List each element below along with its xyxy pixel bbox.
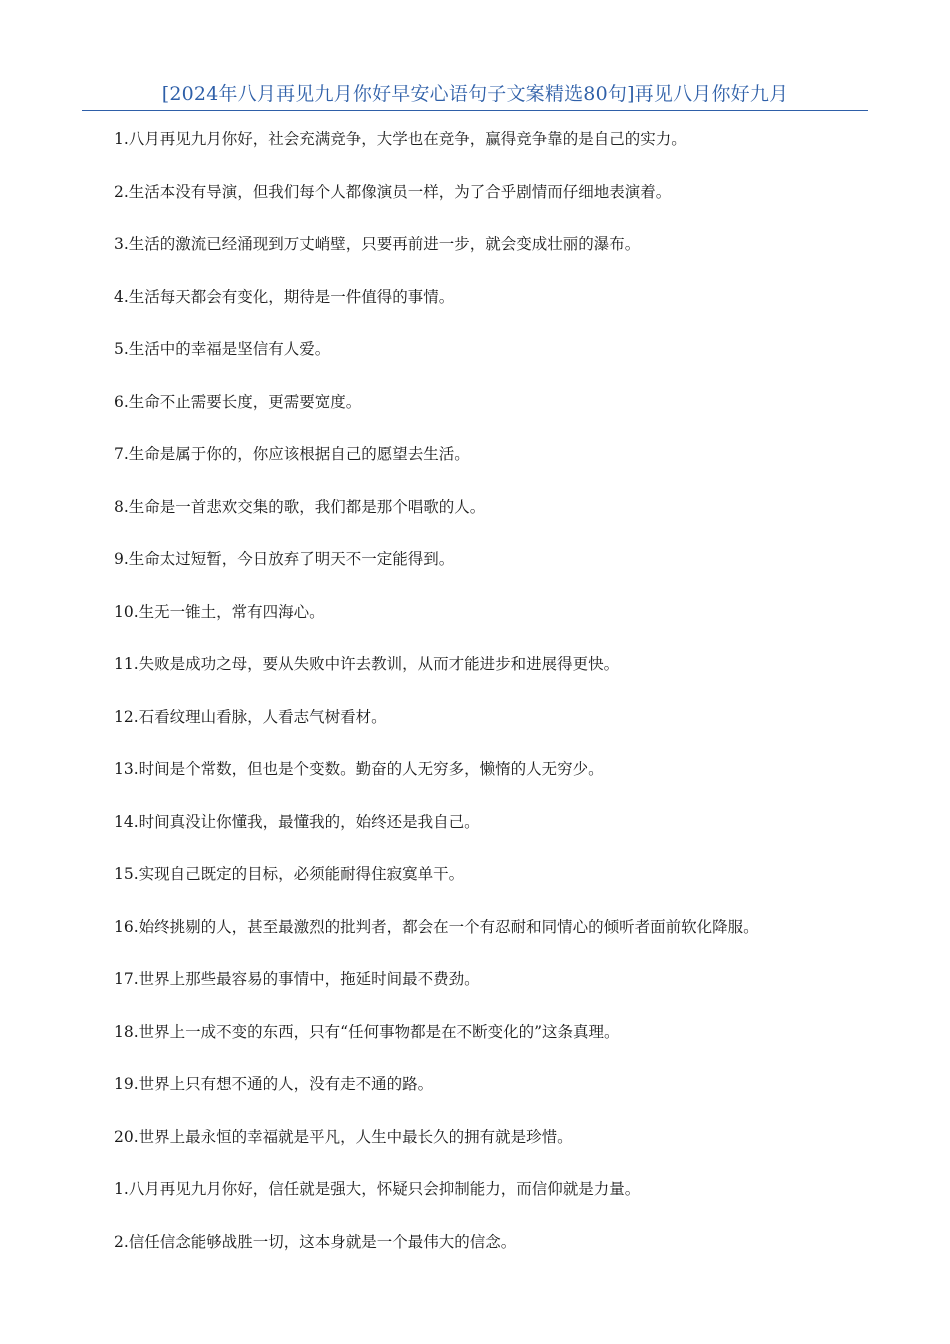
list-item: 5.生活中的幸福是坚信有人爱。 [114,340,331,358]
list-item: 3.生活的激流已经涌现到万丈峭壁，只要再前进一步，就会变成壮丽的瀑布。 [114,235,641,253]
list-item: 2.信任信念能够战胜一切，这本身就是一个最伟大的信念。 [114,1232,517,1251]
list-item: 6.生命不止需要长度，更需要宽度。 [114,392,362,411]
list-item: 9.生命太过短暂，今日放弃了明天不一定能得到。 [114,550,455,568]
list-item: 2.生活本没有导演，但我们每个人都像演员一样，为了合乎剧情而仔细地表演着。 [114,182,672,201]
list-item: 16.始终挑剔的人，甚至最激烈的批判者，都会在一个有忍耐和同情心的倾听者面前软化降服。 [114,917,759,936]
list-item: 18.世界上一成不变的东西，只有“任何事物都是在不断变化的”这条真理。 [114,1022,620,1041]
page-title: [2024年八月再见九月你好早安心语句子文案精选80句]再见八月你好九月 [161,83,789,105]
list-item: 14.时间真没让你懂我，最懂我的，始终还是我自己。 [114,812,480,831]
list-item: 4.生活每天都会有变化，期待是一件值得的事情。 [114,287,455,306]
list-item: 12.石看纹理山看脉，人看志气树看材。 [114,707,387,726]
list-item: 1.八月再见九月你好，社会充满竞争，大学也在竞争，赢得竞争靠的是自己的实力。 [114,130,687,148]
list-item: 19.世界上只有想不通的人，没有走不通的路。 [114,1075,434,1093]
list-item: 8.生命是一首悲欢交集的歌，我们都是那个唱歌的人。 [114,497,486,516]
list-item: 1.八月再见九月你好，信任就是强大，怀疑只会抑制能力，而信仰就是力量。 [114,1180,641,1198]
list-item: 13.时间是个常数，但也是个变数。勤奋的人无穷多，懒惰的人无穷少。 [114,760,604,778]
list-item: 20.世界上最永恒的幸福就是平凡，人生中最长久的拥有就是珍惜。 [114,1127,573,1146]
quote-list [114,122,874,1277]
list-item: 15.实现自己既定的目标，必须能耐得住寂寞单干。 [114,865,465,883]
list-item: 11.失败是成功之母，要从失败中许去教训，从而才能进步和进展得更快。 [114,655,620,673]
list-item: 7.生命是属于你的，你应该根据自己的愿望去生活。 [114,445,470,463]
list-item: 17.世界上那些最容易的事情中，拖延时间最不费劲。 [114,970,480,988]
page-header [82,78,868,111]
list-item: 10.生无一锥土，常有四海心。 [114,602,325,621]
